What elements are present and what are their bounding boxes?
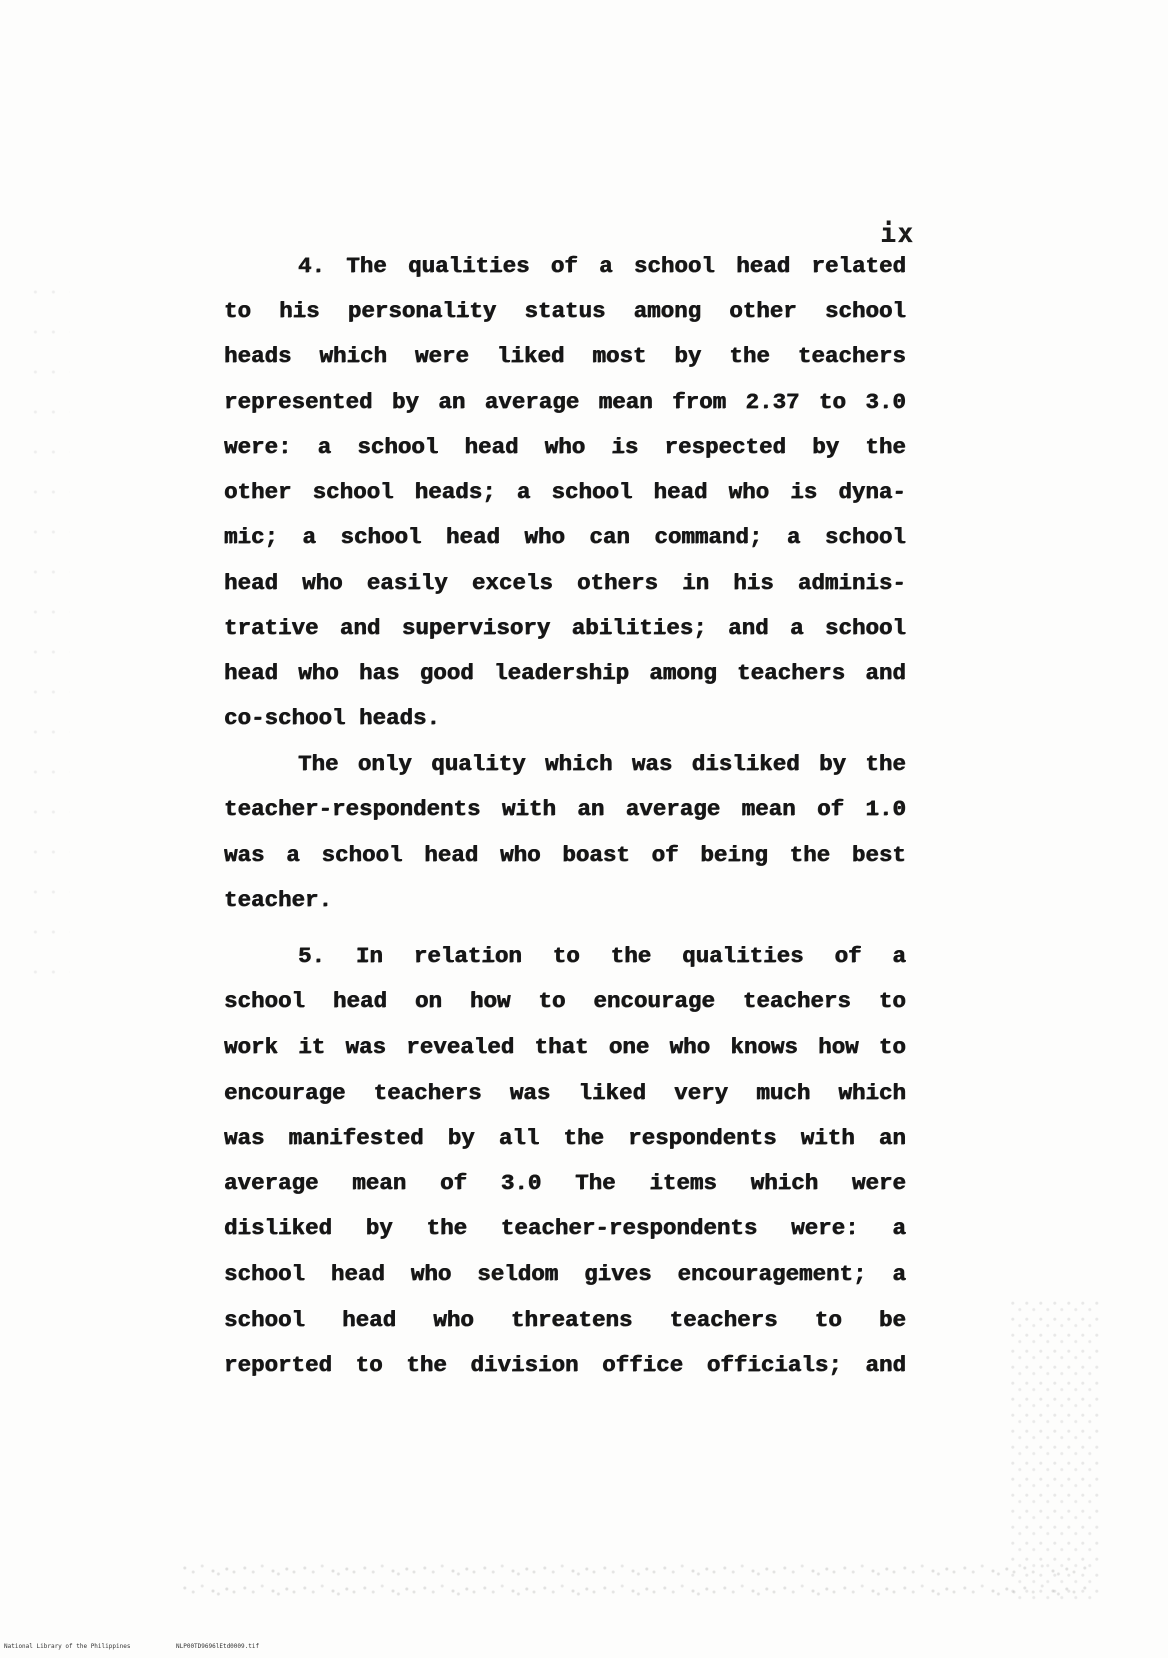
word: a xyxy=(892,1215,906,1241)
word: were xyxy=(851,1170,906,1196)
word: encouragement; xyxy=(677,1261,867,1287)
word: who xyxy=(302,570,343,596)
word: mean xyxy=(352,1170,407,1196)
word: head xyxy=(224,570,279,596)
word: by xyxy=(674,343,702,369)
word: teachers xyxy=(797,343,906,369)
word: and xyxy=(339,615,381,641)
word: personality xyxy=(347,298,497,324)
word: school xyxy=(224,1307,306,1333)
word: reported xyxy=(224,1352,333,1378)
word: and xyxy=(865,660,906,686)
word: and xyxy=(728,615,769,641)
word: respected xyxy=(664,434,787,460)
word: 1.0 xyxy=(865,796,906,822)
text-line xyxy=(224,1165,906,1201)
word: a xyxy=(892,943,906,969)
word: to xyxy=(224,298,252,324)
text-line xyxy=(224,983,906,1019)
word: very xyxy=(674,1080,729,1106)
word: were xyxy=(414,343,469,369)
word: 2.37 xyxy=(745,389,800,415)
word: a xyxy=(786,524,801,550)
text-line xyxy=(298,746,906,782)
text-line xyxy=(224,655,906,691)
word: relation xyxy=(413,943,522,969)
word: The xyxy=(298,751,339,777)
text-line xyxy=(224,837,906,873)
word: mic; xyxy=(224,524,279,550)
word: a xyxy=(317,434,332,460)
word: manifested xyxy=(288,1125,424,1151)
text-line xyxy=(224,1347,906,1383)
text-line xyxy=(224,1120,906,1156)
word: who xyxy=(410,1261,452,1287)
word: teachers xyxy=(669,1307,778,1333)
word: The xyxy=(575,1170,616,1196)
word: the xyxy=(406,1352,447,1378)
word: which xyxy=(750,1170,819,1196)
word: among xyxy=(633,298,702,324)
word: school xyxy=(224,1261,306,1287)
word: was xyxy=(224,842,265,868)
word: an xyxy=(878,1125,906,1151)
word: threatens xyxy=(510,1307,633,1333)
word: supervisory xyxy=(401,615,551,641)
word: the xyxy=(426,1215,468,1241)
word: 5. xyxy=(298,943,326,969)
word: heads. xyxy=(359,705,441,731)
word: heads xyxy=(224,343,292,369)
word: most xyxy=(592,343,647,369)
word: the xyxy=(789,842,831,868)
word: to xyxy=(818,389,846,415)
word: was xyxy=(224,1125,265,1151)
word: excels xyxy=(471,570,553,596)
word: head xyxy=(445,524,500,550)
word: liked xyxy=(578,1080,647,1106)
text-line xyxy=(224,293,906,329)
word: teacher-respondents xyxy=(224,796,481,822)
word: which xyxy=(319,343,387,369)
word: is xyxy=(790,479,818,505)
word: was xyxy=(631,751,673,777)
word: qualities xyxy=(408,253,530,279)
word: school xyxy=(224,988,306,1014)
word: being xyxy=(700,842,768,868)
word: who xyxy=(669,1034,711,1060)
word: to xyxy=(878,988,906,1014)
word: in xyxy=(682,570,710,596)
text-line xyxy=(224,1210,906,1246)
word: who xyxy=(433,1307,474,1333)
word: which xyxy=(545,751,613,777)
word: the xyxy=(865,434,906,460)
word: to xyxy=(878,1034,906,1060)
word: is xyxy=(611,434,639,460)
word: with xyxy=(501,796,556,822)
word: who xyxy=(298,660,339,686)
word: has xyxy=(359,660,400,686)
word: officials; xyxy=(706,1352,842,1378)
word: co-school xyxy=(224,705,346,731)
word: division xyxy=(470,1352,579,1378)
word: from xyxy=(672,389,727,415)
word: a xyxy=(516,479,531,505)
text-line xyxy=(224,882,906,918)
word: school xyxy=(312,479,394,505)
footer-file-name: NLP00TD9696lEtd0009.tif xyxy=(176,1643,260,1650)
word: average xyxy=(484,389,580,415)
word: teachers xyxy=(737,660,846,686)
word: teachers xyxy=(373,1080,482,1106)
word: adminis- xyxy=(797,570,906,596)
text-line xyxy=(224,565,906,601)
scan-noise-bottom xyxy=(180,1560,1090,1600)
word: trative xyxy=(224,615,319,641)
word: boast xyxy=(562,842,630,868)
word: were: xyxy=(791,1215,859,1241)
word: of xyxy=(834,943,862,969)
scan-noise-left xyxy=(30,280,70,980)
word: easily xyxy=(366,570,448,596)
word: by xyxy=(819,751,847,777)
word: disliked xyxy=(691,751,800,777)
word: average xyxy=(224,1170,319,1196)
word: qualities xyxy=(682,943,804,969)
word: who xyxy=(544,434,586,460)
word: head xyxy=(342,1307,397,1333)
word: how xyxy=(469,988,511,1014)
word: a xyxy=(286,842,300,868)
word: all xyxy=(498,1125,540,1151)
word: seldom xyxy=(477,1261,559,1287)
word: quality xyxy=(431,751,526,777)
word: work xyxy=(224,1034,279,1060)
text-line xyxy=(224,1256,906,1292)
word: heads; xyxy=(414,479,496,505)
text-line xyxy=(224,384,906,420)
word: was xyxy=(345,1034,387,1060)
footer-library-credit: National Library of the Philippines xyxy=(4,1643,131,1650)
text-line xyxy=(224,1029,906,1065)
word: a xyxy=(302,524,316,550)
word: abilities; xyxy=(571,615,707,641)
word: related xyxy=(811,253,906,279)
word: by xyxy=(365,1215,393,1241)
word: the xyxy=(729,343,770,369)
word: school xyxy=(321,842,403,868)
word: the xyxy=(563,1125,605,1151)
word: head xyxy=(332,988,387,1014)
text-line xyxy=(224,429,906,465)
word: only xyxy=(357,751,412,777)
word: it xyxy=(298,1034,326,1060)
word: other xyxy=(224,479,292,505)
word: to xyxy=(355,1352,383,1378)
word: encourage xyxy=(224,1080,346,1106)
word: a xyxy=(892,1261,906,1287)
word: command; xyxy=(654,524,763,550)
word: an xyxy=(438,389,466,415)
word: were: xyxy=(224,434,292,460)
page-number: ix xyxy=(880,218,915,249)
word: liked xyxy=(496,343,565,369)
word: by xyxy=(391,389,419,415)
word: of xyxy=(440,1170,468,1196)
word: school xyxy=(357,434,439,460)
word: school xyxy=(551,479,633,505)
word: 3.0 xyxy=(500,1170,542,1196)
word: of xyxy=(550,253,578,279)
word: head xyxy=(424,842,479,868)
word: items xyxy=(649,1170,717,1196)
word: how xyxy=(818,1034,859,1060)
word: In xyxy=(355,943,383,969)
word: to xyxy=(552,943,580,969)
word: good xyxy=(419,660,474,686)
word: school xyxy=(824,524,906,550)
word: status xyxy=(524,298,606,324)
word: mean xyxy=(741,796,796,822)
word: office xyxy=(602,1352,684,1378)
word: be xyxy=(878,1307,906,1333)
scan-noise-right xyxy=(1010,1300,1100,1600)
word: teacher. xyxy=(224,887,333,913)
word: represented xyxy=(224,389,373,415)
word: by xyxy=(812,434,840,460)
word: head xyxy=(224,660,279,686)
word: with xyxy=(800,1125,855,1151)
word: others xyxy=(577,570,659,596)
word: to xyxy=(538,988,566,1014)
word: 3.0 xyxy=(865,389,906,415)
word: 4. xyxy=(298,253,326,279)
text-line xyxy=(224,519,906,555)
word: that xyxy=(534,1034,589,1060)
word: who xyxy=(524,524,565,550)
word: can xyxy=(589,524,630,550)
text-line xyxy=(224,791,906,827)
word: other xyxy=(729,298,797,324)
text-line xyxy=(298,938,906,974)
word: school xyxy=(633,253,715,279)
word: of xyxy=(817,796,845,822)
word: a xyxy=(790,615,804,641)
word: The xyxy=(346,253,387,279)
text-line xyxy=(224,700,906,736)
word: school xyxy=(824,298,906,324)
word: head xyxy=(653,479,708,505)
word: best xyxy=(851,842,906,868)
word: head xyxy=(464,434,519,460)
word: dyna- xyxy=(838,479,906,505)
word: to xyxy=(814,1307,842,1333)
word: one xyxy=(608,1034,650,1060)
word: much xyxy=(756,1080,811,1106)
word: leadership xyxy=(494,660,630,686)
word: his xyxy=(733,570,774,596)
word: who xyxy=(500,842,541,868)
word: by xyxy=(447,1125,475,1151)
word: the xyxy=(610,943,652,969)
word: disliked xyxy=(224,1215,333,1241)
word: teacher-respondents xyxy=(500,1215,758,1241)
word: head xyxy=(330,1261,385,1287)
word: head xyxy=(736,253,791,279)
word: respondents xyxy=(628,1125,777,1151)
word: encourage xyxy=(593,988,715,1014)
word: among xyxy=(649,660,717,686)
word: school xyxy=(340,524,422,550)
text-line xyxy=(224,1075,906,1111)
word: a xyxy=(599,253,613,279)
word: gives xyxy=(584,1261,652,1287)
word: and xyxy=(865,1352,906,1378)
word: mean xyxy=(598,389,653,415)
word: an xyxy=(577,796,605,822)
text-line xyxy=(224,338,906,374)
word: his xyxy=(279,298,320,324)
text-line xyxy=(298,248,906,284)
word: who xyxy=(728,479,770,505)
text-line xyxy=(224,1302,906,1338)
word: teachers xyxy=(742,988,851,1014)
word: revealed xyxy=(406,1034,515,1060)
word: which xyxy=(838,1080,906,1106)
text-line xyxy=(224,474,906,510)
word: knows xyxy=(730,1034,798,1060)
word: school xyxy=(824,615,906,641)
text-line xyxy=(224,610,906,646)
word: on xyxy=(414,988,442,1014)
word: the xyxy=(865,751,906,777)
word: average xyxy=(625,796,721,822)
word: of xyxy=(651,842,679,868)
word: was xyxy=(509,1080,551,1106)
